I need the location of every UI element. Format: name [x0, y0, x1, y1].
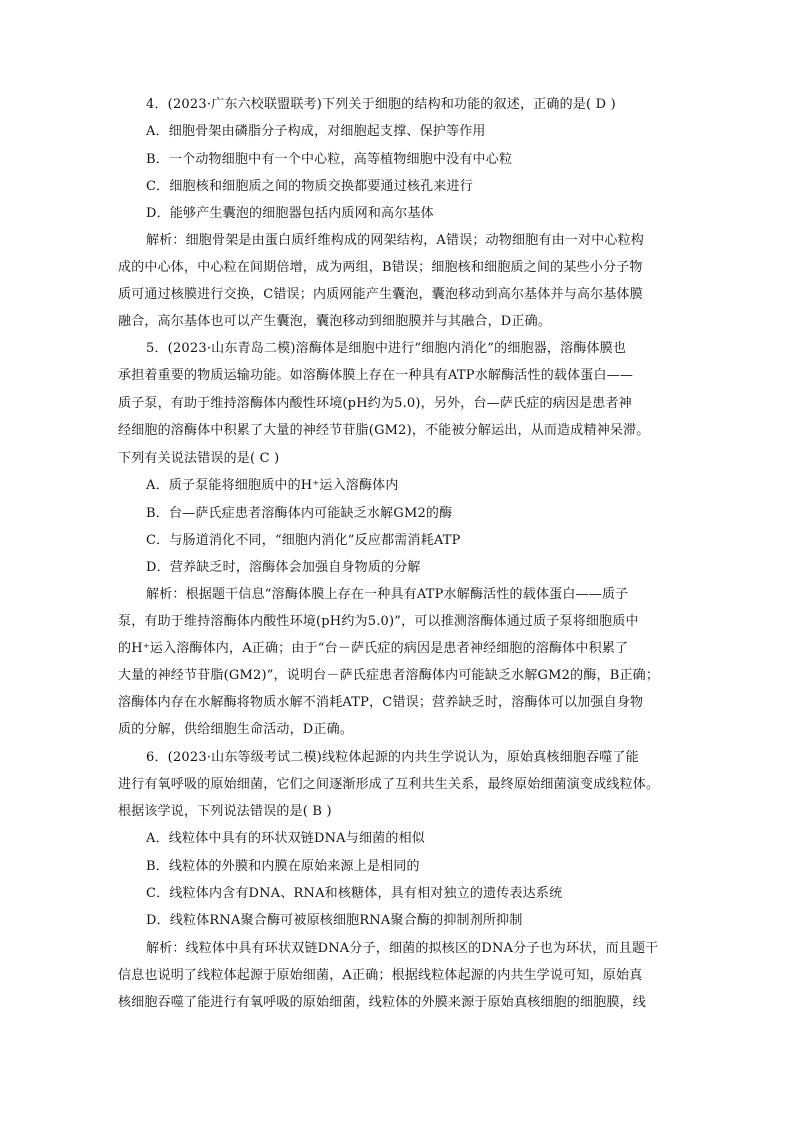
- question-5-analysis-line: 质的分解，供给细胞生命活动，D正确。: [118, 722, 354, 737]
- question-6-option-b: B．线粒体的外膜和内膜在原始来源上是相同的: [146, 859, 420, 874]
- question-5-option-a: A．质子泵能将细胞质中的H⁺运入溶酶体内: [146, 478, 399, 493]
- question-5-analysis-line: 大量的神经节苷脂(GM2)”，说明台－萨氏症患者溶酶体内可能缺乏水解GM2的酶，B正确；: [118, 668, 660, 683]
- question-4-analysis-line: 成的中心体，中心粒在间期倍增，成为两组，B错误；细胞核和细胞质之间的某些小分子物: [118, 260, 643, 275]
- question-4-option-a: A．细胞骨架由磷脂分子构成，对细胞起支撑、保护等作用: [146, 124, 486, 139]
- question-5-analysis-line: 的H⁺运入溶酶体内，A正确；由于“台－萨氏症的病因是患者神经细胞的溶酶体中积累了: [118, 641, 629, 656]
- question-4-option-b: B．一个动物细胞中有一个中心粒，高等植物细胞中没有中心粒: [146, 152, 513, 167]
- question-5-stem-line: 下列有关说法错误的是( C ): [118, 451, 280, 466]
- question-4-option-d: D．能够产生囊泡的细胞器包括内质网和高尔基体: [146, 206, 434, 221]
- question-5-option-d: D．营养缺乏时，溶酶体会加强自身物质的分解: [146, 560, 421, 575]
- question-4-analysis-line: 融合，高尔基体也可以产生囊泡，囊泡移动到细胞膜并与其融合，D正确。: [118, 314, 552, 329]
- question-5-analysis-line: 泵，有助于维持溶酶体内酸性环境(pH约为5.0)”，可以推测溶酶体通过质子泵将细胞质中: [118, 614, 639, 629]
- question-6-stem-line: 进行有氧呼吸的原始细菌，它们之间逐渐形成了互利共生关系，最终原始细菌演变成线粒体。: [118, 777, 660, 792]
- question-6-option-d: D．线粒体RNA聚合酶可被原核细胞RNA聚合酶的抑制剂所抑制: [146, 913, 523, 928]
- question-5-stem-line: 经细胞的溶酶体中积累了大量的神经节苷脂(GM2)，不能被分解运出，从而造成精神呆滞。: [118, 423, 650, 438]
- question-5-stem-line: 质子泵，有助于维持溶酶体内酸性环境(pH约为5.0)，另外，台—萨氏症的病因是患者神: [118, 396, 632, 411]
- question-6-analysis-line: 信息也说明了线粒体起源于原始细菌，A正确；根据线粒体起源的内共生学说可知，原始真: [118, 968, 643, 983]
- question-6-analysis-line: 解析：线粒体中具有环状双链DNA分子，细菌的拟核区的DNA分子也为环状，而且题干: [146, 941, 659, 956]
- question-6-stem-line: 根据该学说，下列说法错误的是( B ): [118, 804, 332, 819]
- question-5-option-b: B．台—萨氏症患者溶酶体内可能缺乏水解GM2的酶: [146, 506, 453, 521]
- question-4-analysis-line: 解析：细胞骨架是由蛋白质纤维构成的网架结构，A错误；动物细胞有由一对中心粒构: [146, 233, 644, 248]
- question-5-analysis-line: 溶酶体内存在水解酶将物质水解不消耗ATP，C错误；营养缺乏时，溶酶体可以加强自身物: [118, 695, 644, 710]
- question-6-option-a: A．线粒体中具有的环状双链DNA与细菌的相似: [146, 831, 425, 846]
- question-4-stem: 4．(2023·广东六校联盟联考)下列关于细胞的结构和功能的叙述，正确的是( D ): [146, 97, 616, 112]
- question-6-analysis-line: 核细胞吞噬了能进行有氧呼吸的原始细菌，线粒体的外膜来源于原始真核细胞的细胞膜，线: [118, 995, 647, 1010]
- question-4-option-c: C．细胞核和细胞质之间的物质交换都要通过核孔来进行: [146, 179, 473, 194]
- question-4-analysis-line: 质可通过核膜进行交换，C错误；内质网能产生囊泡，囊泡移动到高尔基体并与高尔基体膜: [118, 287, 643, 302]
- question-5-option-c: C．与肠道消化不同，“细胞内消化”反应都需消耗ATP: [146, 533, 461, 548]
- question-5-analysis-line: 解析：根据题干信息“溶酶体膜上存在一种具有ATP水解酶活性的载体蛋白——质子: [146, 587, 629, 602]
- question-6-stem-line: 6．(2023·山东等级考试二模)线粒体起源的内共生学说认为，原始真核细胞吞噬了能: [146, 750, 639, 765]
- question-5-stem-line: 承担着重要的物质运输功能。如溶酶体膜上存在一种具有ATP水解酶活性的载体蛋白——: [118, 368, 634, 383]
- question-6-option-c: C．线粒体内含有DNA、RNA和核糖体，具有相对独立的遗传表达系统: [146, 886, 563, 901]
- question-5-stem-line: 5．(2023·山东青岛二模)溶酶体是细胞中进行“细胞内消化”的细胞器，溶酶体膜也: [146, 341, 627, 356]
